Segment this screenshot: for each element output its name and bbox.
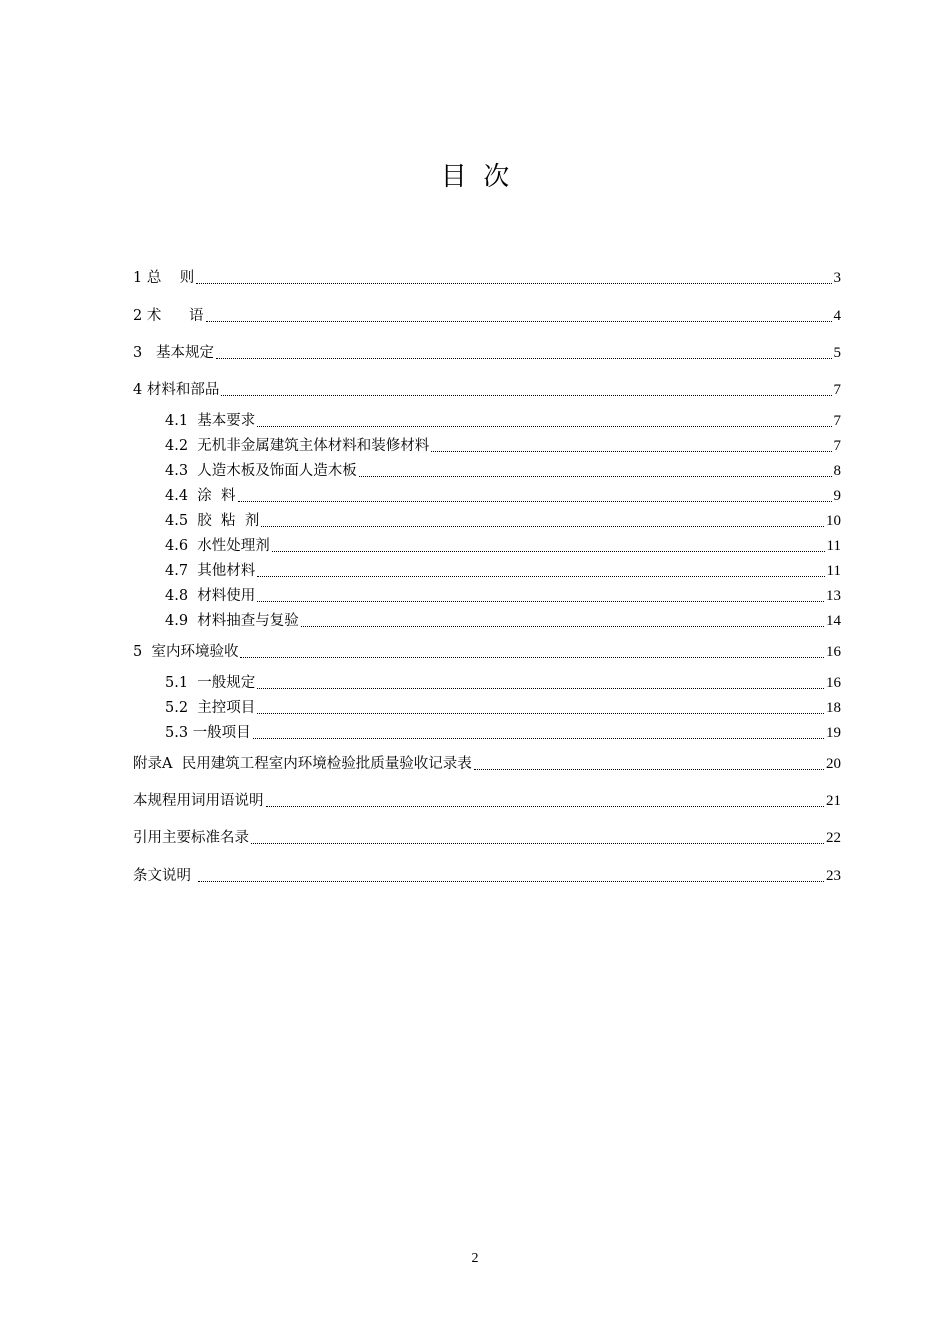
toc-entry-page: 9 bbox=[833, 488, 841, 504]
toc-entry-label: 3 基本规定 bbox=[133, 345, 215, 361]
toc-entry-appendix-a[interactable] bbox=[133, 753, 841, 775]
toc-entry-label: 1 总 则 bbox=[133, 270, 195, 286]
toc-entry-4-4[interactable] bbox=[165, 485, 841, 507]
toc-entry-label: 5.3 一般项目 bbox=[165, 725, 251, 741]
toc-entry-page: 7 bbox=[833, 413, 841, 429]
dot-leader bbox=[216, 358, 831, 359]
toc-entry-4-7[interactable] bbox=[165, 560, 841, 582]
toc-entry-page: 11 bbox=[826, 563, 841, 579]
toc-entry-label: 4.7 其他材料 bbox=[165, 563, 256, 579]
dot-leader bbox=[257, 688, 824, 689]
toc-entry-page: 20 bbox=[826, 756, 841, 772]
toc-entry-references[interactable] bbox=[133, 827, 841, 849]
toc-entry-page: 16 bbox=[826, 644, 841, 660]
toc-entry-page: 7 bbox=[833, 382, 841, 398]
toc-entry-4-5[interactable] bbox=[165, 510, 841, 532]
page-title: 目 次 bbox=[440, 162, 510, 192]
toc-entry-label: 4.3 人造木板及饰面人造木板 bbox=[165, 463, 357, 479]
toc-entry-label: 4.4 涂 料 bbox=[165, 488, 236, 504]
toc-entry-4-2[interactable] bbox=[165, 435, 841, 457]
toc-entry-materials[interactable] bbox=[133, 379, 841, 401]
page-number: 2 bbox=[471, 1251, 479, 1266]
dot-leader bbox=[301, 626, 824, 627]
toc-entry-label: 2 术 语 bbox=[133, 308, 204, 324]
dot-leader bbox=[257, 426, 831, 427]
toc-entry-page: 19 bbox=[826, 725, 841, 741]
dot-leader bbox=[266, 806, 825, 807]
dot-leader bbox=[261, 526, 824, 527]
dot-leader bbox=[359, 476, 832, 477]
toc-entry-4-6[interactable] bbox=[165, 535, 841, 557]
toc-entry-label: 4.2 无机非金属建筑主体材料和装修材料 bbox=[165, 438, 430, 454]
toc-entry-page: 11 bbox=[826, 538, 841, 554]
toc-entry-terms[interactable] bbox=[133, 305, 841, 327]
toc-entry-5-2[interactable] bbox=[165, 697, 841, 719]
toc-entry-label: 附录A 民用建筑工程室内环境检验批质量验收记录表 bbox=[133, 756, 472, 772]
toc-entry-page: 23 bbox=[826, 868, 841, 884]
toc-entry-page: 14 bbox=[826, 613, 841, 629]
toc-entry-page: 22 bbox=[826, 830, 841, 846]
toc-entry-label: 4.6 水性处理剂 bbox=[165, 538, 270, 554]
toc-entry-page: 7 bbox=[833, 438, 841, 454]
toc-entry-label: 条文说明 bbox=[133, 868, 196, 884]
toc-entry-page: 21 bbox=[826, 793, 841, 809]
toc-entry-page: 13 bbox=[826, 588, 841, 604]
toc-entry-acceptance[interactable] bbox=[133, 641, 841, 663]
toc-entry-4-8[interactable] bbox=[165, 585, 841, 607]
toc-entry-basic-rules[interactable] bbox=[133, 342, 841, 364]
toc-entry-general[interactable] bbox=[133, 267, 841, 289]
toc-entry-label: 本规程用词用语说明 bbox=[133, 793, 264, 809]
dot-leader bbox=[196, 283, 831, 284]
toc-entry-label: 4 材料和部品 bbox=[133, 382, 220, 398]
dot-leader bbox=[474, 769, 824, 770]
toc-entry-4-1[interactable] bbox=[165, 410, 841, 432]
dot-leader bbox=[238, 501, 832, 502]
toc-entry-label: 4.9 材料抽查与复验 bbox=[165, 613, 299, 629]
toc-entry-5-3[interactable] bbox=[165, 722, 841, 744]
dot-leader bbox=[272, 551, 825, 552]
toc-entry-label: 5.2 主控项目 bbox=[165, 700, 256, 716]
toc-entry-label: 4.5 胶 粘 剂 bbox=[165, 513, 260, 529]
toc-entry-5-1[interactable] bbox=[165, 672, 841, 694]
dot-leader bbox=[240, 657, 824, 658]
toc-entry-label: 4.8 材料使用 bbox=[165, 588, 256, 604]
toc-entry-4-3[interactable] bbox=[165, 460, 841, 482]
dot-leader bbox=[431, 451, 831, 452]
toc-entry-label: 5 室内环境验收 bbox=[133, 644, 239, 660]
dot-leader bbox=[253, 738, 824, 739]
dot-leader bbox=[221, 395, 831, 396]
dot-leader bbox=[251, 843, 824, 844]
dot-leader bbox=[257, 601, 824, 602]
toc-entry-page: 5 bbox=[833, 345, 841, 361]
toc-entry-page: 16 bbox=[826, 675, 841, 691]
toc-entry-explanation[interactable] bbox=[133, 865, 841, 887]
toc-entry-label: 4.1 基本要求 bbox=[165, 413, 256, 429]
toc-entry-page: 8 bbox=[833, 463, 841, 479]
dot-leader bbox=[206, 321, 832, 322]
toc-entry-page: 4 bbox=[833, 308, 841, 324]
toc-entry-page: 3 bbox=[833, 270, 841, 286]
toc-entry-label: 5.1 一般规定 bbox=[165, 675, 256, 691]
toc-entry-wording[interactable] bbox=[133, 790, 841, 812]
toc-entry-4-9[interactable] bbox=[165, 610, 841, 632]
toc-entry-label: 引用主要标准名录 bbox=[133, 830, 249, 846]
toc-entry-page: 18 bbox=[826, 700, 841, 716]
toc-entry-page: 10 bbox=[826, 513, 841, 529]
dot-leader bbox=[257, 713, 824, 714]
dot-leader bbox=[198, 881, 824, 882]
dot-leader bbox=[257, 576, 824, 577]
